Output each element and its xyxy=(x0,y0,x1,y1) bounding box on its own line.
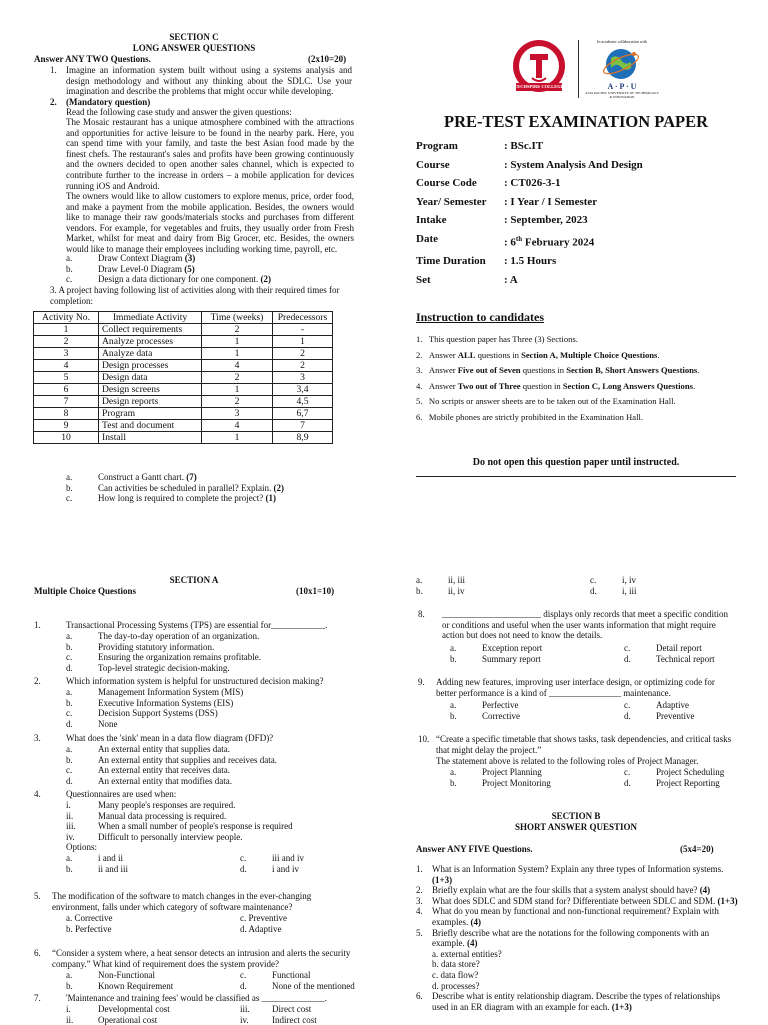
option: d. An external entity that modifies data. xyxy=(66,775,232,786)
question-number: 9. xyxy=(418,677,425,687)
option: a. Non-Functional c. Functional xyxy=(66,970,311,980)
table-cell: 9 xyxy=(34,420,99,432)
options-list xyxy=(66,631,356,673)
option: a. ii, iii c. i, iv xyxy=(416,575,637,585)
list-item: a. external entities? xyxy=(432,948,502,959)
question-number: 2. xyxy=(34,676,41,686)
list-item: 4. What do you mean by functional and non-functional requirement? Explain with examples. (4) xyxy=(416,906,719,927)
list-item: b. data store? xyxy=(432,959,480,970)
option: a. Management Information System (MIS) xyxy=(66,687,244,697)
globe-icon xyxy=(601,46,641,82)
section-c-subtitle: LONG ANSWER QUESTIONS xyxy=(132,43,256,53)
option: ii. Manual data processing is required. xyxy=(66,810,227,821)
table-row xyxy=(34,348,333,360)
apu-logo xyxy=(601,46,641,85)
options-list xyxy=(66,1004,356,1025)
question-number: 4. xyxy=(34,789,41,799)
table-header-row xyxy=(34,312,333,324)
table-cell: Design screens xyxy=(99,384,202,396)
section-b-subtitle: SHORT ANSWER QUESTION xyxy=(514,822,638,832)
table-cell: 7 xyxy=(273,420,333,432)
option: i. Developmental cost iii. Direct cost xyxy=(66,1004,312,1014)
options-list xyxy=(450,767,740,788)
meta-row xyxy=(416,174,643,193)
section-c-instruction: Answer ANY TWO Questions. xyxy=(34,54,151,64)
table-cell: Install xyxy=(99,432,202,444)
table-cell: Design reports xyxy=(99,396,202,408)
meta-label: Set xyxy=(416,273,431,286)
question-text: Transactional Processing Systems (TPS) are essential for____________. xyxy=(66,620,328,630)
list-item: 1. What is an Information System? Explain any three types of Information systems. (1+3) xyxy=(416,864,724,885)
table-header: Time (weeks) xyxy=(202,312,273,324)
section-b-instruction: Answer ANY FIVE Questions. xyxy=(416,844,533,854)
table-cell: 2 xyxy=(273,348,333,360)
options-list xyxy=(66,970,356,991)
meta-value: : I Year / I Semester xyxy=(504,195,598,208)
list-item: c. data flow? xyxy=(432,969,479,980)
options-list xyxy=(66,687,356,729)
table-cell: 3 xyxy=(273,372,333,384)
apu-tagline: In academic collaboration with xyxy=(597,39,647,44)
meta-row xyxy=(416,193,643,212)
table-row xyxy=(34,432,333,444)
meta-value: : September, 2023 xyxy=(504,214,588,227)
option: d. None xyxy=(66,718,118,729)
table-cell: 3,4 xyxy=(273,384,333,396)
option: a. Exception report c. Detail report xyxy=(450,643,702,653)
list-item: b. Can activities be scheduled in parallel? Explain. (2) xyxy=(66,482,284,493)
list-item: 3. What does SDLC and SDM stand for? Differentiate between SDLC and SDM. (1+3) xyxy=(416,895,738,906)
table-cell: Analyze processes xyxy=(99,336,202,348)
logo-divider xyxy=(578,40,579,98)
meta-value: : BSc.IT xyxy=(504,140,544,152)
meta-row xyxy=(416,137,643,156)
question-number: 1. xyxy=(34,620,41,630)
table-cell: 2 xyxy=(202,396,273,408)
section-c-title: SECTION C xyxy=(169,32,219,42)
techspire-college-logo xyxy=(508,38,570,98)
section-b-marks: (5x4=20) xyxy=(680,844,714,854)
apu-logo-name: A · P · U xyxy=(607,82,637,91)
list-item: d. processes? xyxy=(432,980,480,991)
meta-row xyxy=(416,252,643,271)
option: i. Many people's responses are required. xyxy=(66,800,236,810)
table-cell: 2 xyxy=(202,372,273,384)
meta-label: Year/ Semester xyxy=(416,195,487,208)
table-cell: 1 xyxy=(34,324,99,336)
table-header: Activity No. xyxy=(34,312,99,324)
meta-label: Course Code xyxy=(416,177,477,190)
list-item: 5. No scripts or answer sheets are to be taken out of the Examination Hall. xyxy=(416,396,676,406)
question-number: 8. xyxy=(418,609,425,619)
section-c-q1-num: 1. xyxy=(50,65,57,75)
table-cell: 2 xyxy=(273,360,333,372)
question-number: 10. xyxy=(418,734,430,744)
question-text: 'Maintenance and training fees' would be classified as ______________. xyxy=(66,993,327,1003)
options-list xyxy=(66,913,356,934)
list-item: c. Design a data dictionary for one component. (2) xyxy=(66,274,271,285)
option: iv. Difficult to personally interview people. xyxy=(66,831,243,842)
option: d. Top-level strategic decision-making. xyxy=(66,662,230,673)
section-c-q3-parts xyxy=(66,472,352,504)
list-item: 6. Mobile phones are strictly prohibited in the Examination Hall. xyxy=(416,411,643,422)
option: b. Corrective d. Preventive xyxy=(450,710,695,721)
question-text: Questionnaires are used when: xyxy=(66,789,177,799)
option: a. An external entity that supplies data. xyxy=(66,744,230,754)
exam-meta-table xyxy=(416,137,643,289)
table-cell: 10 xyxy=(34,432,99,444)
option: a. Project Planning c. Project Scheduling xyxy=(450,767,725,777)
table-cell: 8 xyxy=(34,408,99,420)
option: a. i and ii c. iii and iv xyxy=(66,852,304,863)
instructions-title: Instruction to candidates xyxy=(416,310,545,324)
table-row xyxy=(34,420,333,432)
apu-logo-sub: ASIA PACIFIC UNIVERSITY OF TECHNOLOGY & INNOVATION xyxy=(585,91,659,99)
options-list xyxy=(66,800,356,874)
options-list xyxy=(450,643,740,664)
activity-table xyxy=(33,311,333,444)
question-text: “Create a specific timetable that shows tasks, task dependencies, and critical tasks that might delay the project.” xyxy=(436,734,732,755)
table-cell: Collect requirements xyxy=(99,324,202,336)
table-row xyxy=(34,324,333,336)
table-cell: 1 xyxy=(202,384,273,396)
list-item: c. How long is required to complete the project? (1) xyxy=(66,493,276,504)
table-cell: 4 xyxy=(202,420,273,432)
table-cell: 1 xyxy=(202,336,273,348)
meta-label: Course xyxy=(416,158,450,171)
table-cell: 3 xyxy=(202,408,273,420)
list-item: 3. Answer Five out of Seven questions in Section B, Short Answers Questions. xyxy=(416,365,700,375)
list-item: 5. Briefly describe what are the notations for the following components with an example. (4) xyxy=(416,927,710,949)
table-cell: Analyze data xyxy=(99,348,202,360)
question-text: Adding new features, improving user interface design, or optimizing code for better performance is a kind of ________________ maintenance. xyxy=(436,677,715,698)
list-item: 2. Briefly explain what are the four skills that a system analyst should have? (4) xyxy=(416,885,711,896)
table-row xyxy=(34,372,333,384)
option: c. Ensuring the organization remains profitable. xyxy=(66,652,262,663)
question-text: Which information system is helpful for unstructured decision making? xyxy=(66,676,324,686)
table-header: Immediate Activity xyxy=(99,312,202,324)
question-number: 6. xyxy=(34,948,41,958)
section-c-q2-num: 2. xyxy=(50,97,57,107)
section-a-marks: (10x1=10) xyxy=(296,586,335,596)
question-text: The modification of the software to match changes in the ever-changing environment, falls under which category of software maintenance? xyxy=(52,891,312,912)
option: iii. When a small number of people's response is required xyxy=(66,821,293,832)
list-item: a. Construct a Gantt chart. (7) xyxy=(66,472,197,482)
section-c-q3-text: 3. A project having following list of activities along with their required times for completion: xyxy=(50,285,340,306)
option: b. An external entity that supplies and receives data. xyxy=(66,754,277,765)
list-item: 6. Describe what is entity relationship diagram. Describe the types of relationships used in an ER diagram with an example for each. (1+3) xyxy=(416,991,721,1012)
section-c-case-para2: The owners would like to allow customers to explore menus, price, order food, and make a payment from the mobile application. Besides, the owners would like to manage their raw goods/materials stocks and purchases from different vendors. For example, for vegetables and fruits, they usually order from Fresh Market, whilst for meat and dairy from Big Grocer, etc. Besides, the owners would like to manage their employees including working time, payroll, etc. xyxy=(66,191,354,254)
instructions-list xyxy=(416,332,746,425)
meta-value: : System Analysis And Design xyxy=(504,158,643,171)
table-cell: Design data xyxy=(99,372,202,384)
meta-label: Time Duration xyxy=(416,255,486,268)
question-text: The statement above is related to the following roles of Project Manager. xyxy=(436,756,699,766)
option: a. Corrective c. Preventive xyxy=(66,913,287,923)
option: b. Providing statutory information. xyxy=(66,641,215,652)
table-row xyxy=(34,360,333,372)
table-row xyxy=(34,408,333,420)
table-cell: 3 xyxy=(34,348,99,360)
meta-value: : 6th February 2024 xyxy=(504,234,595,249)
option: b. Project Monitoring d. Project Reporting xyxy=(450,777,720,788)
table-cell: 2 xyxy=(202,324,273,336)
option: b. Known Requirement d. None of the mentioned xyxy=(66,980,355,991)
question-text: What does the 'sink' mean in a data flow diagram (DFD)? xyxy=(66,733,274,743)
meta-value: : CT026-3-1 xyxy=(504,177,561,190)
table-cell: 8,9 xyxy=(273,432,333,444)
table-cell: 4 xyxy=(202,360,273,372)
list-item: 1. This question paper has Three (3) Sections. xyxy=(416,334,578,344)
question-number: 5. xyxy=(34,891,41,901)
sub-list xyxy=(416,949,738,991)
section-c-q2-intro: Read the following case study and answer the given questions: xyxy=(66,107,292,117)
table-cell: 1 xyxy=(273,336,333,348)
option: a. The day-to-day operation of an organization. xyxy=(66,631,260,641)
question-text: ______________________ displays only records that meet a specific condition or conditions and useful when the user wants information that might require action but does not need to know the details. xyxy=(442,609,728,641)
page-title: PRE-TEST EXAMINATION PAPER xyxy=(443,112,709,131)
option: ii. Operational cost iv. Indirect cost xyxy=(66,1014,317,1025)
table-cell: 2 xyxy=(34,336,99,348)
question-text: “Consider a system where, a heat sensor detects an intrusion and alerts the security company.” What kind of requirement does the system provide? xyxy=(52,948,351,969)
option: c. Decision Support Systems (DSS) xyxy=(66,708,218,719)
table-cell: 1 xyxy=(202,432,273,444)
section-a-title: SECTION A xyxy=(169,575,219,585)
table-cell: 4,5 xyxy=(273,396,333,408)
option: b. Executive Information Systems (EIS) xyxy=(66,697,234,708)
table-cell: 1 xyxy=(202,348,273,360)
table-cell: Test and document xyxy=(99,420,202,432)
section-c-q1-text: Imagine an information system built without using a systems analysis and design methodology and without any thinking about the SDLC. Use your imagination and describe the problems that might occur while developing. xyxy=(66,65,352,97)
table-cell: 6,7 xyxy=(273,408,333,420)
question-number: 7. xyxy=(34,993,41,1003)
q7-answer-options xyxy=(416,575,656,596)
meta-label: Intake xyxy=(416,214,447,227)
meta-row xyxy=(416,230,643,252)
table-row xyxy=(34,384,333,396)
table-header: Predecessors xyxy=(273,312,333,324)
section-b-title: SECTION B xyxy=(551,811,601,821)
divider xyxy=(416,476,736,477)
section-c-q2-heading: (Mandatory question) xyxy=(66,97,151,107)
table-cell: 7 xyxy=(34,396,99,408)
open-warning: Do not open this question paper until instructed. xyxy=(472,457,680,468)
list-item: b. Draw Level-0 Diagram (5) xyxy=(66,263,195,274)
table-cell: - xyxy=(273,324,333,336)
option: a. Perfective c. Adaptive xyxy=(450,700,689,710)
question-number: 3. xyxy=(34,733,41,743)
section-c-case-para1: The Mosaic restaurant has a unique atmosphere combined with the attractions and opportunities for active leisure to be found in the nearby park. Here, you can spend time with your family, and taste the best Asian food made by the finest chefs. The restaurant's sales and profits have been growing continuously and the owners decided to open another sales channel, which is expected to contribute further to the increase in orders – a mobile application for devices running iOS and Android. xyxy=(66,117,354,191)
meta-label: Date xyxy=(416,232,438,245)
option: b. ii, iv d. i, iii xyxy=(416,585,637,596)
table-cell: 4 xyxy=(34,360,99,372)
table-cell: Program xyxy=(99,408,202,420)
meta-value: : A xyxy=(504,273,518,286)
option: b. ii and iii d. i and iv xyxy=(66,863,299,874)
meta-value: : 1.5 Hours xyxy=(504,255,557,268)
option: b. Perfective d. Adaptive xyxy=(66,923,282,934)
options-list xyxy=(450,700,740,721)
option: b. Summary report d. Technical report xyxy=(450,653,715,664)
option: c. An external entity that receives data. xyxy=(66,765,230,776)
table-row xyxy=(34,336,333,348)
meta-label: Program xyxy=(416,140,458,152)
list-item: 4. Answer Two out of Three question in Section C, Long Answers Questions. xyxy=(416,380,696,391)
section-b-questions xyxy=(416,864,738,1012)
table-cell: 5 xyxy=(34,372,99,384)
table-row xyxy=(34,396,333,408)
table-cell: 6 xyxy=(34,384,99,396)
techspire-logo-text: TECHSPIRE COLLEGE xyxy=(514,84,564,89)
list-item: a. Draw Context Diagram (3) xyxy=(66,253,196,263)
meta-row xyxy=(416,211,643,230)
table-cell: Design processes xyxy=(99,360,202,372)
section-a-heading: Multiple Choice Questions xyxy=(34,586,137,596)
list-item: 2. Answer ALL questions in Section A, Multiple Choice Questions. xyxy=(416,349,660,360)
section-c-q2-parts xyxy=(66,253,346,285)
options-list xyxy=(66,744,356,786)
meta-row xyxy=(416,271,643,290)
section-c-marks: (2x10=20) xyxy=(308,54,347,64)
options-label: Options: xyxy=(66,842,98,853)
meta-row xyxy=(416,156,643,175)
